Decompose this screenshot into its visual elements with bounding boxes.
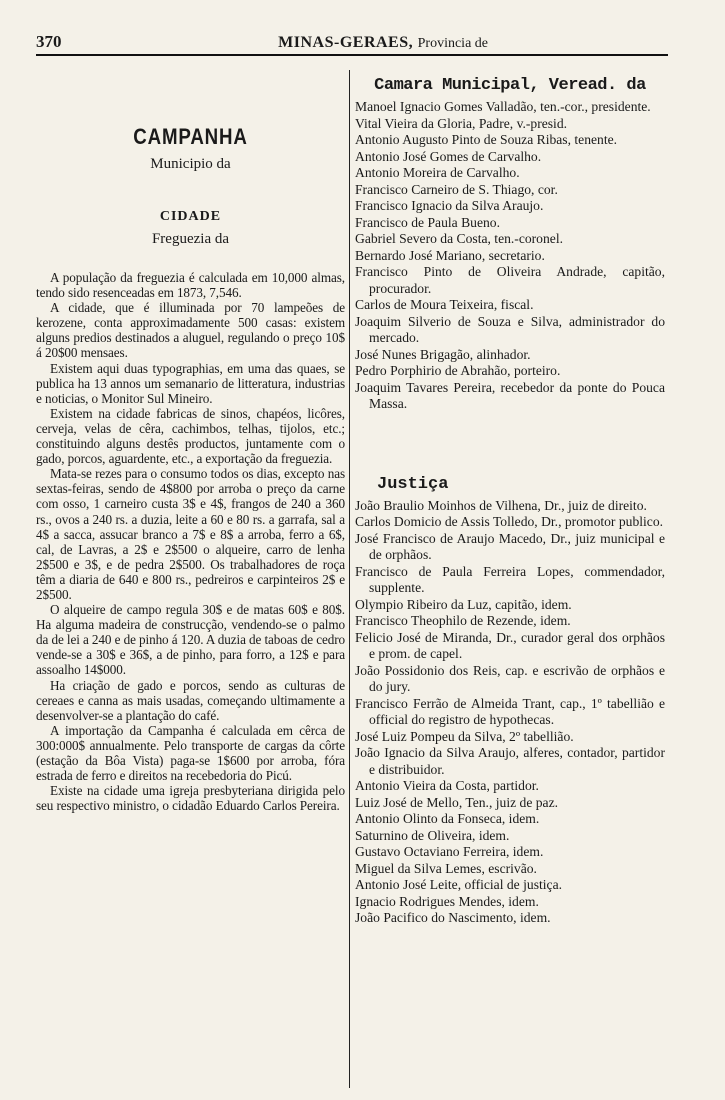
running-head-province: MINAS-GERAES, bbox=[278, 34, 414, 51]
section-title: CAMPANHA bbox=[133, 124, 248, 149]
paragraph-import: A importação da Campanha é calculada em cêrca de 300:000$ annualmente. Pelo transporte de cargas da côrte (estação da Bôa Vista) paga-se 1$600 por arroba, fóra estrada de ferro e direitos na recebedoria do Picú. bbox=[36, 722, 345, 784]
list-item: Antonio Olinto da Fonseca, idem. bbox=[355, 811, 540, 826]
page-header bbox=[36, 32, 668, 56]
list-item: Joaquim Tavares Pereira, recebedor da ponte do Pouca Massa. bbox=[355, 379, 665, 411]
paragraph-population: A população da freguezia é calculada em 10,000 almas, tendo sido resenceadas em 1873, 7,546. bbox=[36, 270, 345, 301]
list-item: Francisco Ignacio da Silva Araujo. bbox=[355, 198, 544, 213]
list-item: João Braulio Moinhos de Vilhena, Dr., juiz de direito. bbox=[355, 497, 647, 513]
list-item: Carlos Domicio de Assis Tolledo, Dr., promotor publico. bbox=[355, 514, 664, 529]
column-divider bbox=[349, 70, 350, 1088]
list-item: Francisco de Paula Ferreira Lopes, commendador, supplente. bbox=[355, 563, 665, 595]
list-item: Francisco Pinto de Oliveira Andrade, capitão, procurador. bbox=[355, 264, 665, 296]
list-item: Miguel da Silva Lemes, escrivão. bbox=[355, 860, 537, 876]
list-item: José Luiz Pompeu da Silva, 2º tabellião. bbox=[355, 728, 574, 744]
justica-heading: Justiça bbox=[377, 474, 449, 494]
left-column bbox=[36, 76, 345, 813]
list-item: Francisco Carneiro de S. Thiago, cor. bbox=[355, 181, 558, 197]
list-item: Luiz José de Mello, Ten., juiz de paz. bbox=[355, 794, 559, 810]
list-item: João Ignacio da Silva Araujo, alferes, contador, partidor e distribuidor. bbox=[355, 745, 665, 777]
right-column bbox=[355, 76, 665, 927]
list-item: Francisco de Paula Bueno. bbox=[355, 214, 500, 230]
paragraph-city: A cidade, que é illuminada por 70 lampeões de kerozene, conta approximadamente 500 casas: existem alguns predios destinados a aluguel, regulando o preço 10$ á 20$00 mensaes. bbox=[36, 300, 345, 361]
city-heading: CIDADE bbox=[159, 209, 222, 224]
list-item: Francisco Theophilo de Rezende, idem. bbox=[355, 613, 571, 628]
list-item: Francisco Ferrão de Almeida Trant, cap., 1º tabellião e official do registro de hypothecas. bbox=[355, 695, 665, 727]
camara-heading: Camara Municipal, Veread. da bbox=[374, 76, 646, 95]
running-head-sub: Provincia de bbox=[417, 36, 488, 51]
list-item: João Pacifico do Nascimento, idem. bbox=[355, 910, 551, 925]
paragraph-typography: Existem aqui duas typographias, em uma das quaes, se publica ha 13 annos um semanario de litteratura, industrias e noticias, o Monitor Sul Mineiro. bbox=[36, 360, 345, 406]
paragraph-church: Existe na cidade uma igreja presbyteriana dirigida pelo seu respectivo ministro, o cidadão Eduardo Carlos Pereira. bbox=[36, 783, 345, 814]
list-item: Joaquim Silverio de Souza e Silva, administrador do mercado. bbox=[355, 313, 665, 345]
list-item: Antonio Moreira de Carvalho. bbox=[355, 165, 520, 180]
list-item: Bernardo José Mariano, secretario. bbox=[355, 247, 545, 263]
list-item: Pedro Porphirio de Abrahão, porteiro. bbox=[355, 363, 561, 378]
section-subtitle: Municipio da bbox=[150, 156, 231, 172]
list-item: Antonio Vieira da Costa, partidor. bbox=[355, 778, 539, 793]
list-item: Manoel Ignacio Gomes Valladão, ten.-cor., presidente. bbox=[355, 99, 651, 114]
list-item: Saturnino de Oliveira, idem. bbox=[355, 827, 510, 843]
list-item: José Nunes Brigagão, alinhador. bbox=[355, 346, 531, 362]
list-item: Antonio José Gomes de Carvalho. bbox=[355, 148, 542, 164]
list-item: Ignacio Rodrigues Mendes, idem. bbox=[355, 893, 539, 909]
paragraph-factories: Existem na cidade fabricas de sinos, chapéos, licôres, cerveja, velas de cêra, cachimbos, telhas, tijolos, etc.; constituindo alguns destês productos, juntamente com o gado, porcos, aguardente, etc., a exportação da freguezia. bbox=[36, 405, 345, 467]
list-item: João Possidonio dos Reis, cap. e escrivão de orphãos e do jury. bbox=[355, 662, 665, 694]
paragraph-agriculture: Ha criação de gado e porcos, sendo as culturas de cereaes e canna as mais usadas, começando ultimamente a desenvolver-se a plantação do café. bbox=[36, 677, 345, 723]
list-item: Antonio José Leite, official de justiça. bbox=[355, 877, 562, 892]
list-item: Olympio Ribeiro da Luz, capitão, idem. bbox=[355, 596, 572, 612]
justica-list bbox=[355, 498, 665, 927]
list-item: Antonio Augusto Pinto de Souza Ribas, tenente. bbox=[355, 132, 618, 147]
list-item: Carlos de Moura Teixeira, fiscal. bbox=[355, 297, 534, 312]
page-number: 370 bbox=[36, 32, 62, 51]
camara-list bbox=[355, 99, 665, 413]
paragraph-prices: Mata-se rezes para o consumo todos os dias, excepto nas sextas-feiras, sendo de 4$800 por arroba o preço da carne com osso, 1 carneiro custa 3$ e 4$, frangos de 240 a 360 rs., ovos a 240 rs. a duzia, leite a 60 e 80 rs. a garrafa, sal a 4$ a sacca, assucar branco a 7$ e 8$ a arroba, ferro a 6$, cal, de Lavras, a 2$ e 2$500 o alqueire, carro de lenha 2$500 e 3$, e de pedra 2$500. Os trabalhadores de roça têm a diaria de 640 e 800 rs., pedreiros e carpinteiros 2$ e 2$500. bbox=[36, 466, 345, 602]
list-item: Gabriel Severo da Costa, ten.-coronel. bbox=[355, 231, 563, 246]
parish-subtitle: Freguezia da bbox=[151, 231, 230, 247]
list-item: José Francisco de Araujo Macedo, Dr., juiz municipal e de orphãos. bbox=[355, 530, 665, 562]
list-item: Gustavo Octaviano Ferreira, idem. bbox=[355, 844, 544, 859]
running-head bbox=[278, 34, 488, 52]
list-item: Vital Vieira da Gloria, Padre, v.-presid. bbox=[355, 115, 568, 131]
paragraph-land: O alqueire de campo regula 30$ e de matas 60$ e 80$. Ha alguma madeira de construcção, vendendo-se o palmo da de lei a 240 e de pinho á 120. A duzia de taboas de cedro vende-se a 30$ e 36$, a de pinho, para forro, a 12$ e para assoalho 14$000. bbox=[36, 602, 345, 678]
list-item: Felicio José de Miranda, Dr., curador geral dos orphãos e prom. de capel. bbox=[355, 629, 665, 661]
